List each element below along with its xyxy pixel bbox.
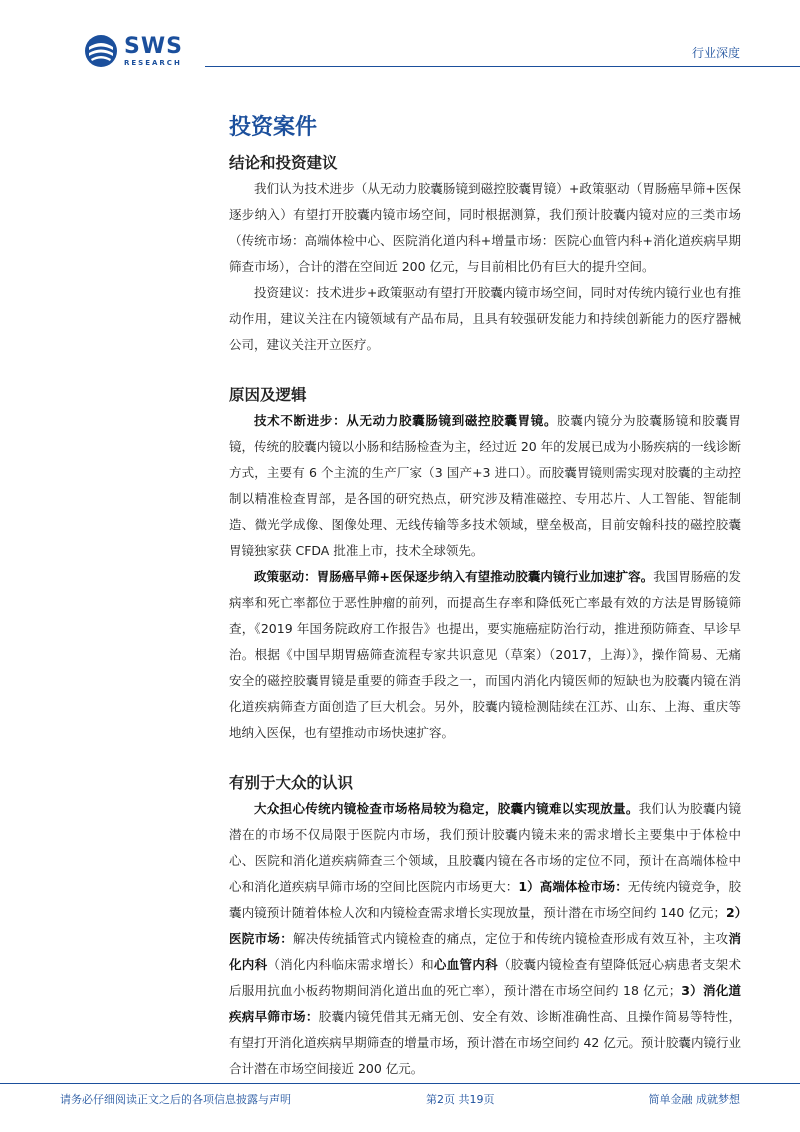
footer-page-number: 第2页 共19页 bbox=[426, 1093, 495, 1106]
footer-slogan: 简单金融 成就梦想 bbox=[648, 1093, 740, 1106]
bold-lead-tech: 技术不断进步：从无动力胶囊肠镜到磁控胶囊胃镜。 bbox=[254, 413, 558, 428]
page-footer bbox=[0, 1083, 800, 1132]
text-d: （消化内科临床需求增长）和 bbox=[267, 957, 434, 972]
bold-market-3: 3）消化道疾病早筛市场： bbox=[229, 983, 741, 1024]
paragraph-conclusion-2: 投资建议：技术进步+政策驱动有望打开胶囊内镜市场空间，同时对传统内镜行业也有推动作用，建议关注在内镜领域有产品布局，且具有较强研发能力和持续创新能力的医疗器械公司，建议关注开立医疗。 bbox=[229, 285, 741, 352]
text-e: （胶囊内镜检查有望降低冠心病患者支架术后服用抗血小板药物期间消化道出血的死亡率），预计潜在市场空间约 18 亿元； bbox=[229, 957, 741, 998]
text-tech: 胶囊内镜分为胶囊肠镜和胶囊胃镜，传统的胶囊内镜以小肠和结肠检查为主，经过近 20 年的发展已成为小肠疾病的一线诊断方式，主要有 6 个主流的生产厂家（3 国产+3 进口）。而胶囊胃镜则需实现对胶囊的主动控制以精准检查胃部，是各国的研究热点，研究涉及精准磁控、专用芯片、人工智能、智能制造、微光学成像、图像处理、无线传输等多技术领域，壁垒极高，目前安翰科技的磁控胶囊胃镜独家获 CFDA 批准上市，技术全球领先。 bbox=[229, 413, 741, 558]
bold-lead-concern: 大众担心传统内镜检查市场格局较为稳定，胶囊内镜难以实现放量。 bbox=[254, 801, 639, 816]
page-title: 投资案件 bbox=[229, 115, 318, 140]
paragraph-logic-2 bbox=[229, 564, 741, 746]
bold-lead-policy: 政策驱动：胃肠癌早筛+医保逐步纳入有望推动胶囊内镜行业加速扩容。 bbox=[254, 569, 654, 584]
bold-dept-1: 消化内科 bbox=[229, 931, 741, 972]
text-a: 我们认为胶囊内镜潜在的市场不仅局限于医院内市场，我们预计胶囊内镜未来的需求增长主要集中于体检中心、医院和消化道疾病筛查三个领域，且胶囊内镜在各市场的定位不同，预计在高端体检中心和消化道疾病早筛市场的空间比医院内市场更大： bbox=[229, 801, 741, 894]
text-b: 无传统内镜竞争，胶囊内镜预计随着体检人次和内镜检查需求增长实现放量，预计潜在市场空间约 140 亿元； bbox=[229, 879, 741, 920]
logo-main-text: SWS bbox=[124, 33, 183, 59]
paragraph-conclusion-1: 我们认为技术进步（从无动力胶囊肠镜到磁控胶囊胃镜）+政策驱动（胃肠癌早筛+医保逐步纳入）有望打开胶囊内镜市场空间，同时根据测算，我们预计胶囊内镜对应的三类市场（传统市场：高端体检中心、医院消化道内科+增量市场：医院心血管内科+消化道疾病早期筛查市场），合计的潜在空间近 200 亿元，与目前相比仍有巨大的提升空间。 bbox=[229, 181, 741, 274]
header-category-tag: 行业深度 bbox=[691, 46, 740, 60]
section-heading-different-view: 有别于大众的认识 bbox=[229, 774, 354, 792]
paragraph-different-view bbox=[229, 796, 741, 1082]
section-heading-logic: 原因及逻辑 bbox=[229, 386, 307, 404]
footer-divider bbox=[0, 1083, 800, 1084]
bold-dept-2: 心血管内科 bbox=[433, 957, 498, 972]
footer-disclaimer: 请务必仔细阅读正文之后的各项信息披露与声明 bbox=[60, 1093, 291, 1106]
logo-sub-text: RESEARCH bbox=[124, 58, 182, 67]
section-heading-conclusion: 结论和投资建议 bbox=[229, 154, 338, 172]
sws-logo-icon bbox=[84, 34, 118, 68]
text-f: 胶囊内镜凭借其无痛无创、安全有效、诊断准确性高、且操作简易等特性，有望打开消化道疾病早期筛查的增量市场，预计潜在市场空间约 42 亿元。预计胶囊内镜行业合计潜在市场空间接近 200 亿元。 bbox=[229, 1009, 741, 1076]
bold-market-2: 2）医院市场： bbox=[229, 905, 742, 946]
text-c: 解决传统插管式内镜检查的痛点，定位于和传统内镜检查形成有效互补，主攻 bbox=[293, 931, 729, 946]
text-policy: 我国胃肠癌的发病率和死亡率都位于恶性肿瘤的前列，而提高生存率和降低死亡率最有效的方法是胃肠镜筛查，《2019 年国务院政府工作报告》也提出，要实施癌症防治行动，推进预防筛查、早诊早治。根据《中国早期胃癌筛查流程专家共识意见（草案）（2017，上海）》，操作简易、无痛安全的磁控胶囊胃镜是重要的筛查手段之一，而国内消化内镜医师的短缺也为胶囊内镜在消化道疾病筛查方面创造了巨大机会。另外，胶囊内镜检测陆续在江苏、山东、上海、重庆等地纳入医保，也有望推动市场快速扩容。 bbox=[229, 569, 741, 740]
main-content bbox=[229, 112, 741, 1082]
logo bbox=[84, 34, 183, 68]
bold-market-1: 1）高端体检市场： bbox=[518, 879, 628, 894]
page-header bbox=[0, 0, 800, 80]
paragraph-logic-1 bbox=[229, 408, 741, 564]
header-divider bbox=[205, 66, 800, 67]
